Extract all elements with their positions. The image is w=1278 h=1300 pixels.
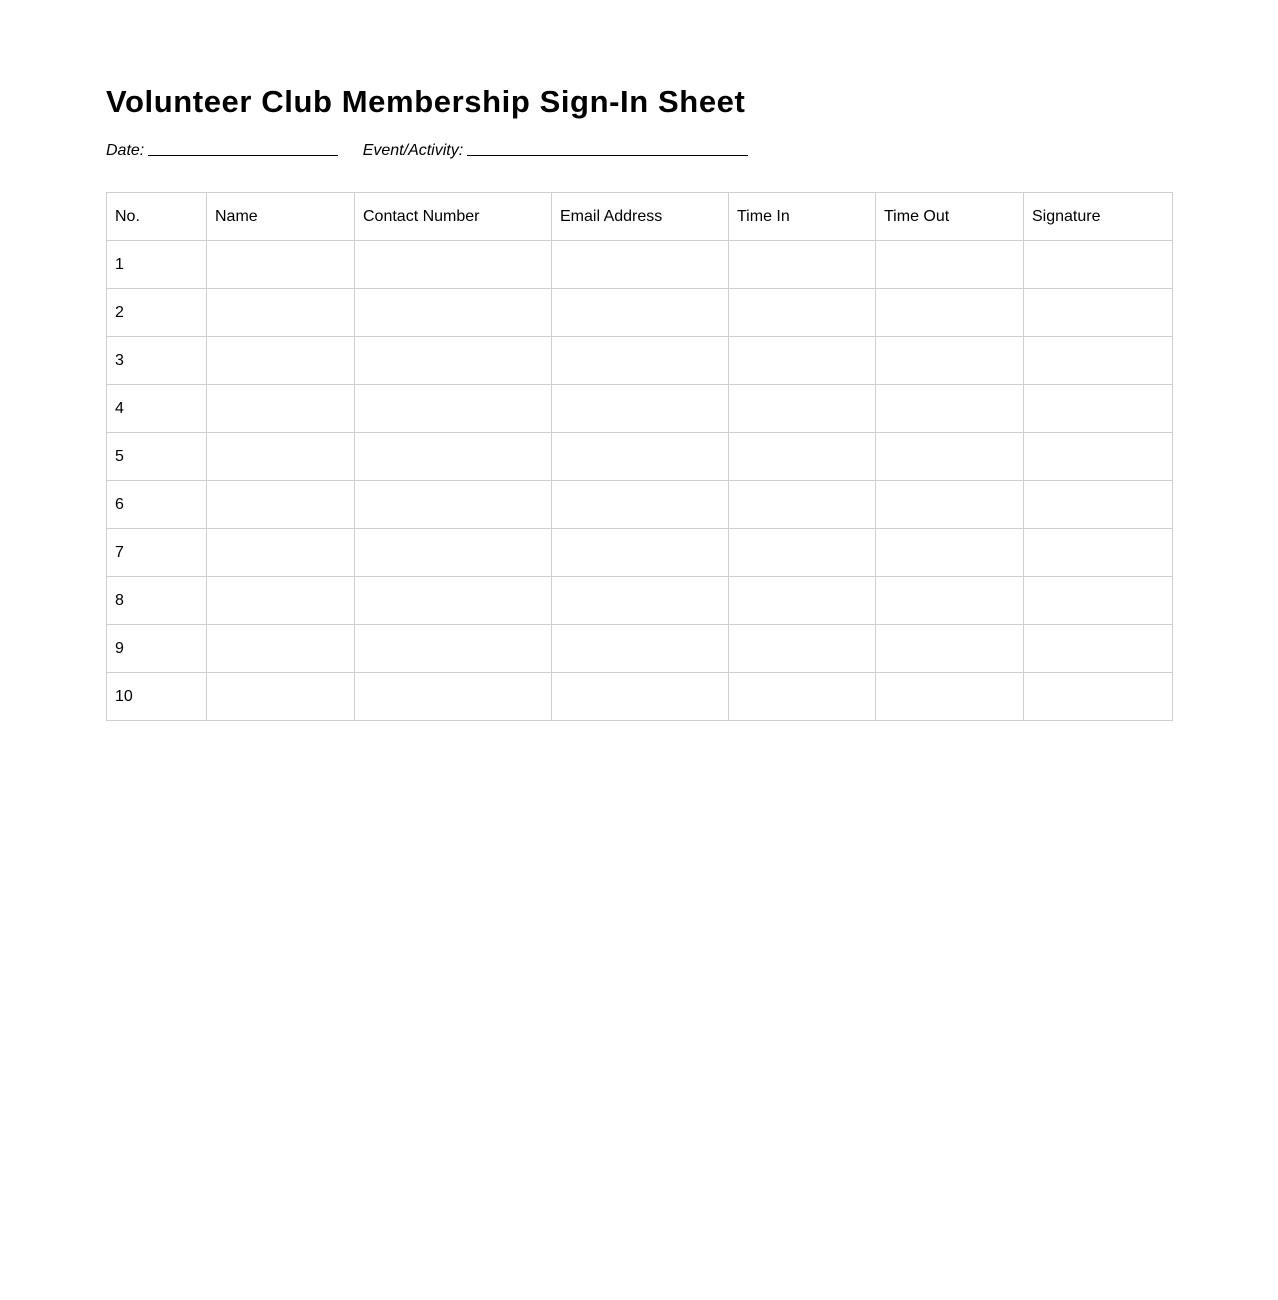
date-label: Date: <box>106 142 145 159</box>
signature-cell[interactable] <box>1024 577 1173 625</box>
name-cell[interactable] <box>207 289 355 337</box>
name-cell[interactable] <box>207 673 355 721</box>
time-out-cell[interactable] <box>876 577 1024 625</box>
sign-in-sheet <box>106 82 1172 705</box>
time-out-cell[interactable] <box>876 529 1024 577</box>
row-number-cell: 10 <box>107 673 207 721</box>
contact-number-cell[interactable] <box>355 577 552 625</box>
sign-in-table <box>106 192 1173 721</box>
signature-cell[interactable] <box>1024 481 1173 529</box>
date-field <box>106 139 338 163</box>
signature-cell[interactable] <box>1024 673 1173 721</box>
signature-cell[interactable] <box>1024 385 1173 433</box>
row-number-cell: 4 <box>107 385 207 433</box>
contact-number-cell[interactable] <box>355 289 552 337</box>
time-out-cell[interactable] <box>876 625 1024 673</box>
time-in-cell[interactable] <box>729 385 876 433</box>
name-cell[interactable] <box>207 481 355 529</box>
name-cell[interactable] <box>207 385 355 433</box>
time-out-cell[interactable] <box>876 241 1024 289</box>
time-out-cell[interactable] <box>876 433 1024 481</box>
time-out-cell[interactable] <box>876 481 1024 529</box>
time-in-cell[interactable] <box>729 289 876 337</box>
row-number-cell: 9 <box>107 625 207 673</box>
contact-number-cell[interactable] <box>355 529 552 577</box>
column-header-no: No. <box>107 193 207 241</box>
email-address-cell[interactable] <box>552 289 729 337</box>
table-row <box>107 385 1173 433</box>
row-number-cell: 2 <box>107 289 207 337</box>
email-address-cell[interactable] <box>552 625 729 673</box>
email-address-cell[interactable] <box>552 577 729 625</box>
time-in-cell[interactable] <box>729 481 876 529</box>
column-header-time-out: Time Out <box>876 193 1024 241</box>
name-cell[interactable] <box>207 433 355 481</box>
table-row <box>107 673 1173 721</box>
time-in-cell[interactable] <box>729 673 876 721</box>
signature-cell[interactable] <box>1024 433 1173 481</box>
time-out-cell[interactable] <box>876 289 1024 337</box>
column-header-time-in: Time In <box>729 193 876 241</box>
contact-number-cell[interactable] <box>355 337 552 385</box>
table-row <box>107 577 1173 625</box>
row-number-cell: 6 <box>107 481 207 529</box>
table-row <box>107 289 1173 337</box>
event-label: Event/Activity: <box>362 142 464 159</box>
signature-cell[interactable] <box>1024 625 1173 673</box>
row-number-cell: 1 <box>107 241 207 289</box>
signature-cell[interactable] <box>1024 529 1173 577</box>
table-header-row <box>107 193 1173 241</box>
contact-number-cell[interactable] <box>355 625 552 673</box>
email-address-cell[interactable] <box>552 337 729 385</box>
email-address-cell[interactable] <box>552 385 729 433</box>
name-cell[interactable] <box>207 529 355 577</box>
row-number-cell: 7 <box>107 529 207 577</box>
time-in-cell[interactable] <box>729 577 876 625</box>
time-out-cell[interactable] <box>876 385 1024 433</box>
email-address-cell[interactable] <box>552 481 729 529</box>
column-header-signature: Signature <box>1024 193 1173 241</box>
table-row <box>107 481 1173 529</box>
time-in-cell[interactable] <box>729 529 876 577</box>
email-address-cell[interactable] <box>552 673 729 721</box>
time-in-cell[interactable] <box>729 337 876 385</box>
contact-number-cell[interactable] <box>355 433 552 481</box>
column-header-contact-number: Contact Number <box>355 193 552 241</box>
date-blank-line[interactable] <box>148 139 338 156</box>
table-row <box>107 433 1173 481</box>
row-number-cell: 8 <box>107 577 207 625</box>
event-field <box>363 139 748 163</box>
contact-number-cell[interactable] <box>355 241 552 289</box>
event-blank-line[interactable] <box>467 139 748 156</box>
column-header-email-address: Email Address <box>552 193 729 241</box>
contact-number-cell[interactable] <box>355 481 552 529</box>
name-cell[interactable] <box>207 241 355 289</box>
page-title: Volunteer Club Membership Sign-In Sheet <box>106 84 746 119</box>
signature-cell[interactable] <box>1024 337 1173 385</box>
name-cell[interactable] <box>207 577 355 625</box>
table-row <box>107 529 1173 577</box>
name-cell[interactable] <box>207 625 355 673</box>
table-body <box>107 241 1173 721</box>
signature-cell[interactable] <box>1024 241 1173 289</box>
time-out-cell[interactable] <box>876 337 1024 385</box>
email-address-cell[interactable] <box>552 433 729 481</box>
table-row <box>107 337 1173 385</box>
table-row <box>107 241 1173 289</box>
row-number-cell: 3 <box>107 337 207 385</box>
time-in-cell[interactable] <box>729 433 876 481</box>
email-address-cell[interactable] <box>552 241 729 289</box>
time-out-cell[interactable] <box>876 673 1024 721</box>
email-address-cell[interactable] <box>552 529 729 577</box>
contact-number-cell[interactable] <box>355 673 552 721</box>
time-in-cell[interactable] <box>729 241 876 289</box>
name-cell[interactable] <box>207 337 355 385</box>
table-row <box>107 625 1173 673</box>
signature-cell[interactable] <box>1024 289 1173 337</box>
column-header-name: Name <box>207 193 355 241</box>
row-number-cell: 5 <box>107 433 207 481</box>
sheet-meta <box>106 139 1172 163</box>
contact-number-cell[interactable] <box>355 385 552 433</box>
time-in-cell[interactable] <box>729 625 876 673</box>
